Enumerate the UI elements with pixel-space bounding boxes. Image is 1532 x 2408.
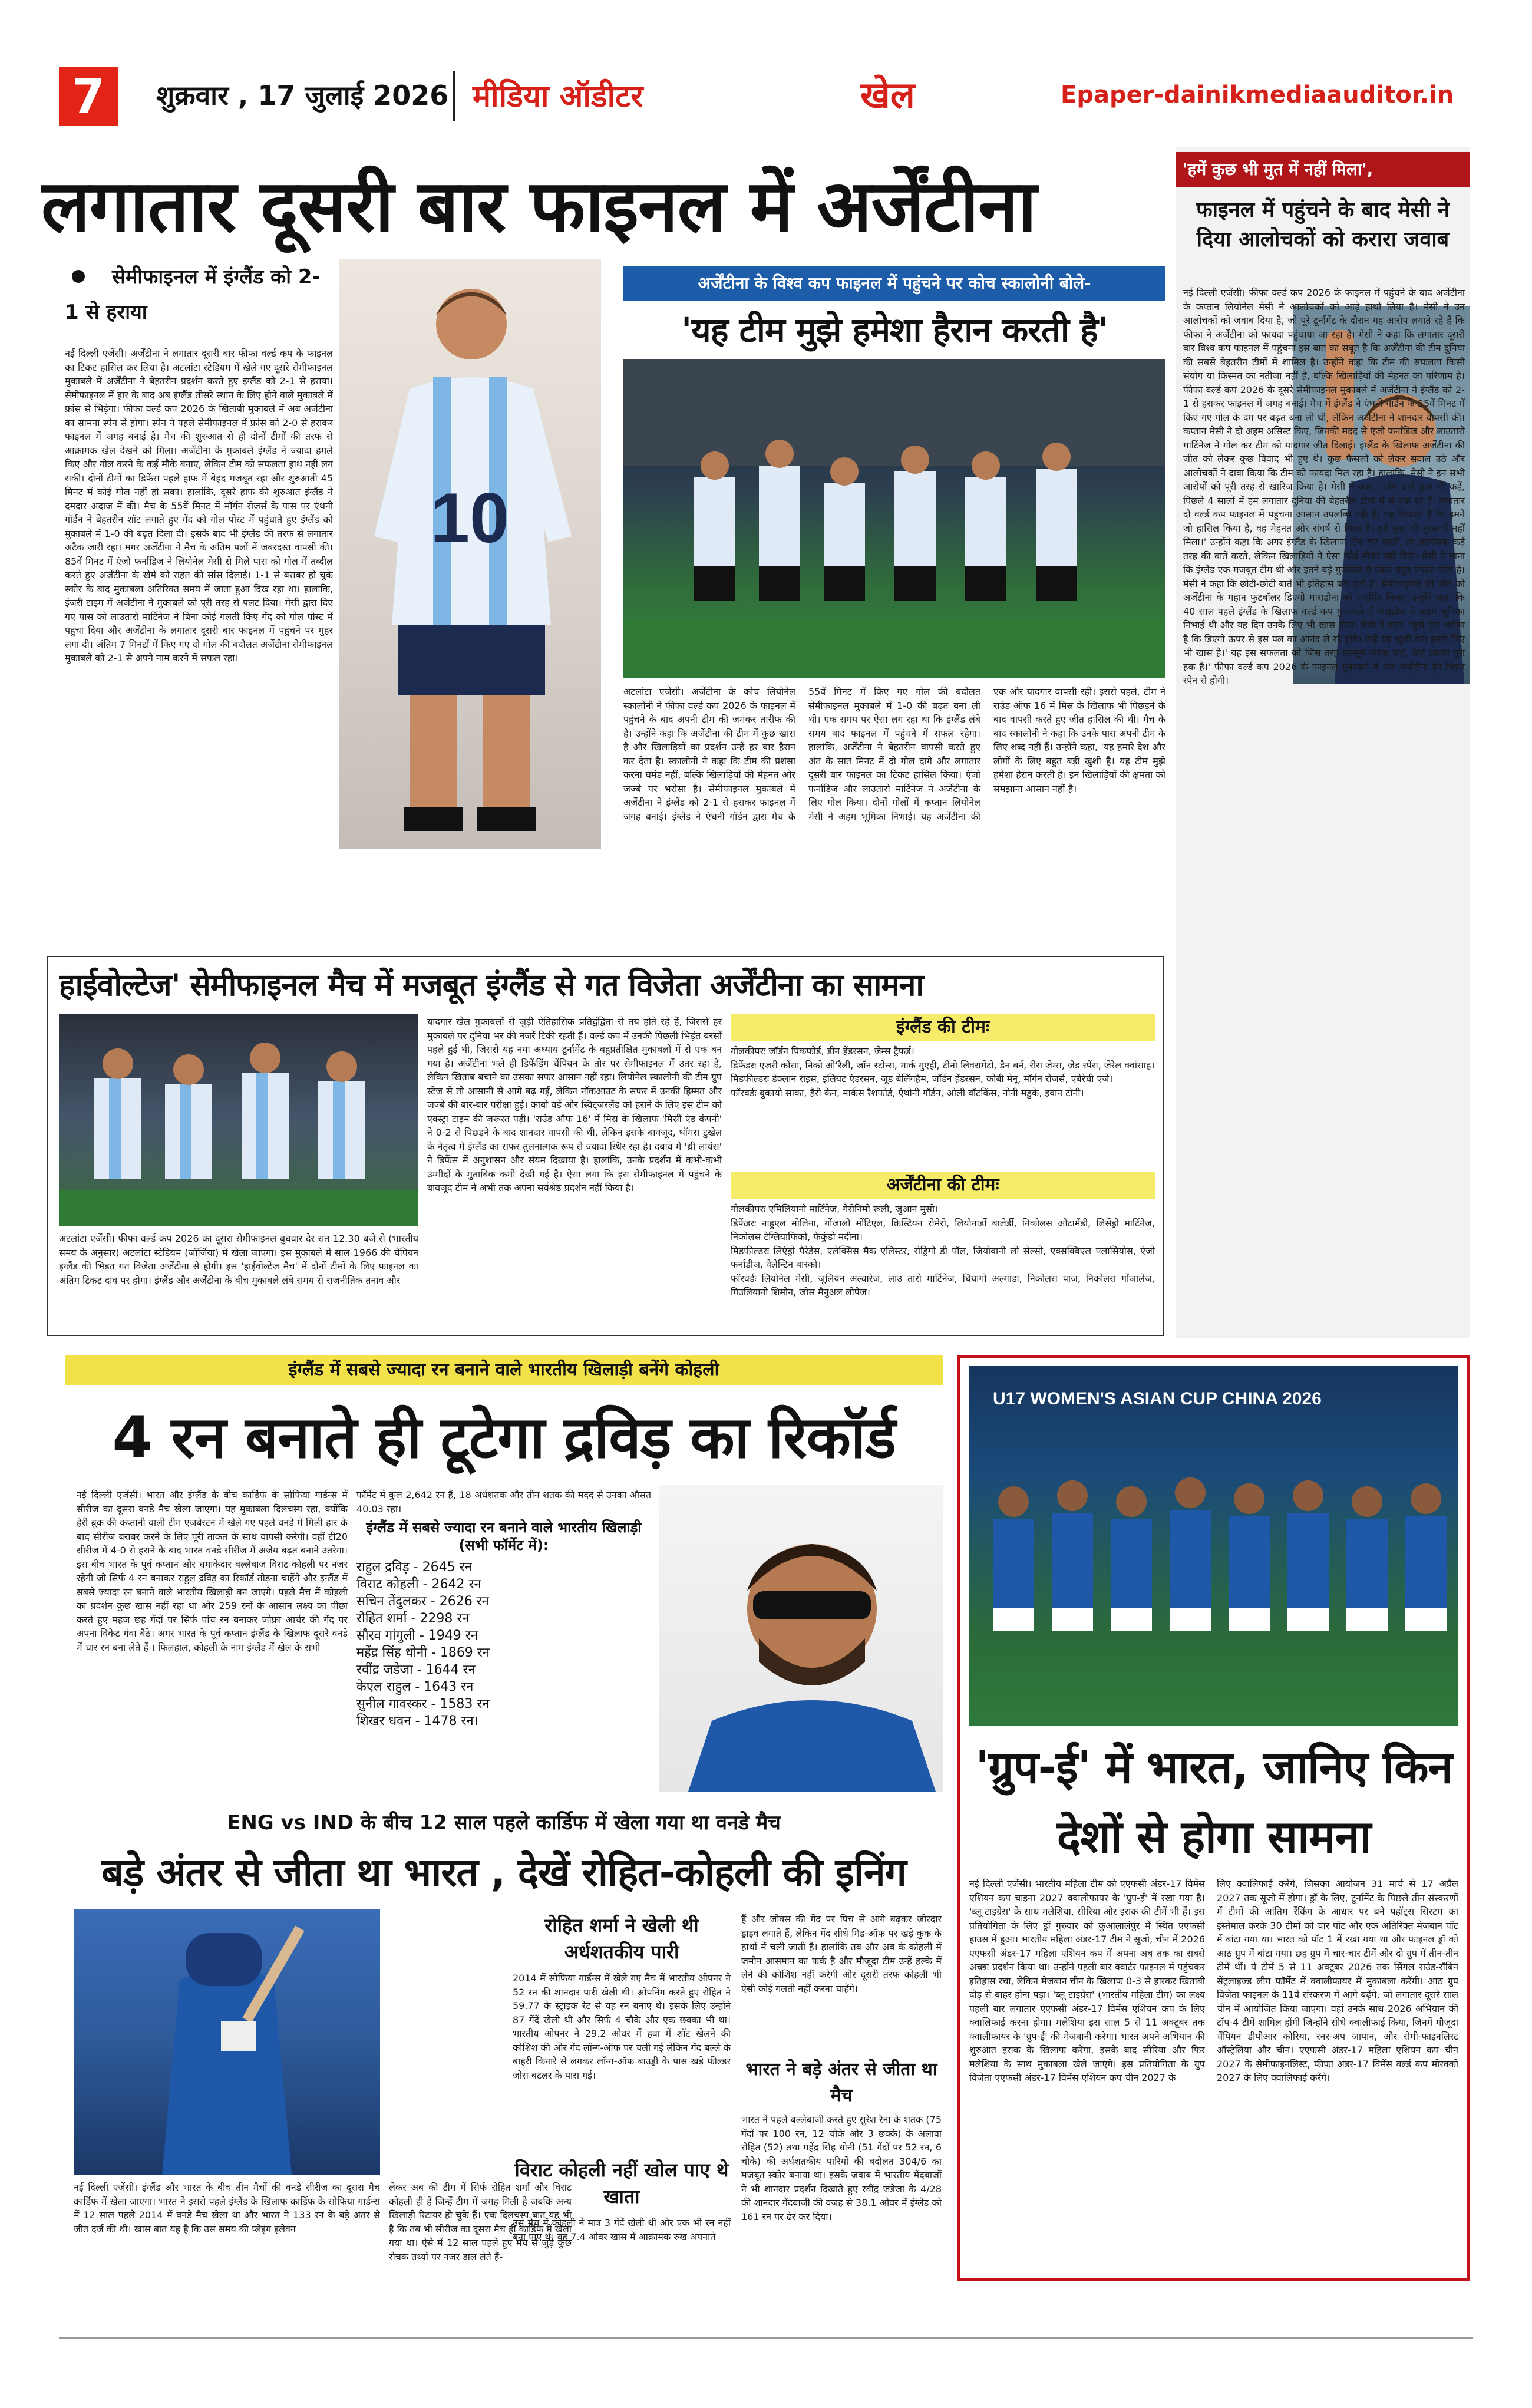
- list-item: फॉरवर्डः लियोनेल मेसी, जूलियन अल्वारेज, लाउ तारो मार्टिनेज, थियागो अल्माडा, निकोलस पाज, निकोलस गोंजालेज, गिउलियानो शिमोन, जोस मैनुअल लोपेज।: [731, 1272, 1155, 1298]
- womens-col2: लिए क्वालिफाई करेंगे, जिसका आयोजन 31 मार्च से 17 अप्रैल 2027 तक सूजो में होगा। ड्रॉ के लिए, टूर्नामेंट के पिछले तीन संस्करणों में टीमों की आंतिम रैंकिंग के आधार पर बने पहॉट्स सिस्टम का इस्तेमाल करके 30 टीमों को चार पॉट और एक अतिरिक्त मेजबान पॉट में बांटा गया था। भारत को पॉट 1 में रखा गया था और फाइनल ड्रॉ को आठ ग्रुप में बांटा गया। छह ग्रुप में चार-चार टीमें और दो ग्रुप में तीन-तीन टीमें थीं। ये टीमें 5 से 11 अक्टूबर 2026 तक सिंगल राउंड-रॉबिन सेंट्रलाइज्ड लीग फॉर्मेट में क्वालीफायर में मुकाबला करेंगी। आठ ग्रुप विजेता फाइनल के 11वें संस्करण में आगे बढ़ेंगे, जो लगातार दूसरे साल चीन में आयोजित किया जाएगा। वहां उनके साथ 2026 अभियान की टॉप-4 टीमें शामिल होंगी जिन्होंने सीधे क्वालीफाई किया, जिनमें मौजूदा चैंपियन डीपीआर कोरिया, रनर-अप जापान, और सेमी-फाइनलिस्ट ऑस्ट्रेलिया और चीन। एएफसी अंडर-17 महिला एशियन कप चीन 2027 के सेमीफाइनलिस्ट, फीफा अंडर-17 विमेंस वर्ल्ड कप मोरक्को 2027 के लिए क्वालिफाई करेंगे।: [1217, 1878, 1458, 2083]
- womens-photo: [969, 1366, 1458, 1726]
- list-item: मिडफील्डरः लिएंड्रो पैरेडेस, एलेक्सिस मैक एलिस्टर, रोड्रिगो डी पॉल, जियोवानी लो सेल्सो, एक्सक्विएल पलासियोस, एंजो फर्नांडीज, वैलेन्टिन बारको।: [731, 1245, 1155, 1270]
- coach-body: अटलांटा एजेंसी। अर्जेंटीना के कोच लियोनेल स्कालोनी ने फीफा वर्ल्ड कप 2026 के फाइनल में पहुंचने के बाद अपनी टीम की जमकर तारीफ की है। उन्होंने कहा कि अर्जेंटीना की टीम में कुछ खास है और खिलाड़ियों का प्रदर्शन उन्हें हर बार हैरान कर देता है। स्कालोनी ने कहा कि टीम की प्रशंसा करना घमंड नहीं, बल्कि खिलाड़ियों की मेहनत और जज्बे पर भरोसा है। सेमीफाइनल मुकाबले में अर्जेंटीना ने इंग्लैंड को 2-1 से हराकर फाइनल में जगह बनाई। इंग्लैंड ने एंथनी गॉर्डन द्वारा मैच के 55वें मिनट में किए गए गोल की बदौलत सेमीफाइनल मुकाबले में 1-0 की बढ़त बना ली थी। एक समय पर ऐसा लग रहा था कि इंग्लैंड लंबे समय बाद फाइनल में पहुंचने में सफल रहेगा। हालांकि, अर्जेंटीना ने बेहतरीन वापसी करते हुए अंत के सात मिनट में दो गोल दागे और लगातार दूसरी बार फाइनल का टिकट हासिल किया। एंजो फर्नांडिज और लाउतारो मार्टिनेज ने अर्जेंटीना के लिए गोल किया। दोनों गोलों में कप्तान लियोनेल मेसी ने अहम भूमिका निभाई। यह अर्जेंटीना की एक और यादगार वापसी रही। इससे पहले, टीम ने राउंड ऑफ 16 में मिस्र के खिलाफ भी पिछड़ने के बाद वापसी करते हुए जीत हासिल की थी। मैच के बाद स्कालोनी ने कहा कि उनके पास अपनी टीम के लिए शब्द नहीं हैं। उन्होंने कहा, 'यह हमारे देश और लोगों के लिए बहुत बड़ी खुशी है। यह टीम मुझे हमेशा हैरान करती है। इन खिलाड़ियों की क्षमता को समझाना आसान नहीं है।: [623, 686, 1165, 822]
- masthead: [59, 64, 1473, 132]
- players-illustration: [59, 1014, 418, 1226]
- coach-photo: [623, 359, 1165, 678]
- cardiff-col2: लेकर अब की टीम में सिर्फ रोहित शर्मा और विराट कोहली ही हैं जिन्हें टीम में जगह मिली है जबकि अन्य खिलाड़ी रिटायर हो चुके हैं। एक दिलचस्प बात यह भी है कि तब भी सीरीज का दूसरा मैच ही कार्डिफ में खेला गया था। ऐसे में 12 साल पहले हुए मैच से जुड़े कुछ रोचक तथ्यों पर नजर डाल लेते हैं-: [389, 2182, 572, 2262]
- list-item: डिफेंडरः एजरी कोंसा, निको ओ'रैली, जॉन स्टोन्स, मार्क गुएही, टीनो लिवरामेंटो, डैन बर्न, रीस जेम्स, जेड स्पेंस, जेरेल क्वांसाह।: [731, 1059, 1155, 1071]
- england-squad-box: [731, 1014, 1155, 1332]
- paper-name: मीडिया ऑडीटर: [473, 79, 643, 114]
- lead-headline: लगातार दूसरी बार फाइनल में अर्जेंटीना: [41, 164, 1036, 248]
- list-item: फॉरवर्डः बुकायो साका, हैरी केन, मार्कस रैशफोर्ड, एंथोनी गॉर्डन, ओली वॉटकिंस, नोनी मडुके, इवान टोनी।: [731, 1087, 1084, 1099]
- footer-rule: [59, 2337, 1473, 2339]
- svg-text:10: 10: [430, 479, 509, 558]
- list-item: मिडफील्डरः डेक्लान राइस, इलियट एंडरसन, जूड बेलिंगहैम, जॉर्डन हेंडरसन, कोबी मेनू, मॉर्गन रोजर्स, एबेरेची एजे।: [731, 1073, 1113, 1084]
- lead-subhead: [65, 259, 330, 336]
- argentina-list: [731, 1202, 1155, 1332]
- win-body: भारत ने पहले बल्लेबाजी करते हुए सुरेश रैना के शतक (75 गेंदों पर 100 रन, 12 चौके और 3 छक्के) के अलावा रोहित (52) तथा महेंद्र सिंह धोनी (51 गेंदों पर 52 रन, 6 चौके) की अर्धशतकीय पारियों की बदौलत 304/6 का मजबूत स्कोर बनाया था। इसके जवाब में भारतीय मेंदबाजों ने भी शानदार प्रदर्शन दिखाते हुए रवींद्र जडेजा के 4/28 की शानदार गेंदबाजी की वजह से 38.1 ओवर में इंग्लैंड को 161 रन पर ढेर कर दिया।: [741, 2114, 942, 2222]
- rohit-body: 2014 में सोफिया गार्डन्स में खेले गए मैच में भारतीय ओपनर ने 52 रन की शानदार पारी खेली थी। ओपनिंग करते हुए रोहित ने 59.77 के स्ट्राइक रेट से यह रन बनाए थे। इसके लिए उन्होंने 87 गेंदें खेली थी और सिर्फ 4 चौके और एक छक्का भी था। भारतीय ओपनर ने 29.2 ओवर में हवा में शॉट खेलने की कोशिश की और गेंद लॉन्ग-ऑफ पर चली गई लेकिन गेंद बल्ले के बाहरी किनारे से लगकर लॉन्ग-ऑफ बाउंड्री के पास खड़े फील्डर जोस बटलर के पास गई।: [513, 1972, 731, 2081]
- website-link[interactable]: Epaper-dainikmediaauditor.in: [1061, 81, 1454, 108]
- cardiff-caption: नई दिल्ली एजेंसी। इंग्लैंड और भारत के बीच तीन मैचों की वनडे सीरीज का दूसरा मैच कार्डिफ में खेला जाएगा। भारत ने इससे पहले इंग्लैंड के खिलाफ कार्डिफ के सोफिया गार्डन्स में 12 साल पहले 2014 में वनडे मैच खेला था और भारत ने 133 रन के बड़े अंतर से जीत दर्ज की थी। खास बात यह है कि उस समय की प्लेइंग इलेवन: [74, 2182, 380, 2235]
- womens-headline: 'ग्रुप-ई' में भारत, जानिए किन देशों से होगा सामना: [975, 1741, 1452, 1863]
- section-name: खेल: [860, 74, 915, 117]
- womens-col1: नई दिल्ली एजेंसी। भारतीय महिला टीम को एएफसी अंडर-17 विमेंस एशियन कप चाइना 2027 क्वालीफायर के 'ग्रुप-ई' में रखा गया है। 'ब्लू टाइग्रेस' के साथ मलेशिया, सीरिया और इराक की टीमें भी हैं। इस प्रतियोगिता के लिए ड्रॉ गुरुवार को कुआलालंपुर में स्थित एएफसी हाउस में हुआ। भारतीय महिला अंडर-17 टीम ने सूजो, चीन में 2026 एएफसी अंडर-17 महिला एशियन कप में अपना अब तक का सबसे अच्छा प्रदर्शन किया था। उन्होंने पहली बार क्वार्टर फाइनल में पहुंचकर इतिहास रचा, लेकिन मेजबान चीन के खिलाफ 0-3 से हारकर खिताबी दौड़ से बाहर होना पड़ा। 'ब्लू टाइग्रेस' (भारतीय महिला टीम) का लक्ष्य पहली बार लगातार एएफसी अंडर-17 विमेंस एशियन कप के लिए क्वालिफाई करना होगा। मलेशिया इस साल 5 से 11 अक्टूबर तक क्वालीफायर के 'ग्रुप-ई' की मेजबानी करेगा। भारत अपने अभियान की शुरुआत इराक के खिलाफ करेगा, इसके बाद सीरिया और फिर मलेशिया के साथ मुकाबला खेले जाएंगे। इस प्रतियोगिता के ग्रुप विजेता एएफसी अंडर-17 विमेंस एशियन कप चीन 2027 के: [969, 1878, 1205, 2083]
- celebration-illustration: [623, 359, 1165, 678]
- semifinal-col2: यादगार खेल मुकाबलों से जुड़ी ऐतिहासिक प्रतिद्वंद्विता से तय होते रहे हैं, जिससे हर मुकाबले पर दुनिया भर की नजरें टिकी रहती हैं। वर्ल्ड कप में उनकी पिछली भिड़ंत बरसों पहले हुई थी, जिससे यह नया अध्याय टूर्नामेंट के बहुप्रतीक्षित मुकाबलों में से एक बन गया है। अर्जेंटीना भले ही डिफेंडिंग चैंपियन के तौर पर सेमीफाइनल में उतर रहा है, लेकिन खिताब बचाने का उसका सफर आसान नहीं रहा। लियोनेल स्कालोनी की टीम ग्रुप स्टेज से तो आसानी से आगे बढ़ गई, लेकिन नॉकआउट के सफर में उनकी हिम्मत और जज्बे की बार-बार परीक्षा हुई। काबो वर्डे और स्विट्जरलैंड को हराने के लिए इस टीम को एक्स्ट्रा टाइम की जरूरत पड़ी। 'राउंड ऑफ 16' में मिस्र के खिलाफ 'मिस्री एंड कंपनी' ने 0-2 से पिछड़ने के बाद शानदार वापसी की थी, लेकिन इसके बावजूद, थॉमस टुखेल के नेतृत्व में इंग्लैंड का सफर तुलनात्मक रूप से ज्यादा स्थिर रहा है। दबाव में 'थ्री लायंस' ने डिफेंस में अनुशासन और संयम दिखाया है। हालांकि, उनके प्रदर्शन में कभी-कभी उम्मीदों के मुताबिक कमी देखी गई है। ऐसा लगा कि इस सेमीफाइनल में पहुंचने के बावजूद टीम ने अभी तक अपना सर्वश्रेष्ठ प्रदर्शन नहीं किया है।: [427, 1016, 722, 1193]
- kohli-match-head: विराट कोहली नहीं खोल पाए थे खाता: [514, 2159, 729, 2208]
- coach-headline: 'यह टीम मुझे हमेशा हैरान करती है': [681, 310, 1108, 350]
- kohli-photo: [659, 1485, 943, 1792]
- list-item: गोलकीपरः जॉर्डन पिकफोर्ड, डीन हेंडरसन, जेम्स ट्रैफर्ड।: [731, 1045, 914, 1057]
- cardiff-photo: [74, 1909, 380, 2175]
- cardiff-col4a: हैं और जोक्स की गेंद पर पिच से आगे बढ़कर जोरदार ड्राइव लगाते हैं, लेकिन गेंद सीधे मिड-ऑफ पर खड़े कुक के हाथों में चली जाती है। हालांकि तब और अब के कोहली में जमीन आसमान का फर्क है और मौजूदा टीम उन्हें हल्के में लेने की कोशिश नहीं करेगी और दूसरी तरफ कोहली भी ऐसी कोई गलती नहीं करना चाहेंगे।: [741, 1914, 942, 1994]
- kohli-headline: 4 रन बनाते ही टूटेगा द्रविड़ का रिकॉर्ड: [112, 1404, 896, 1472]
- list-item: विराट कोहली - 2642 रन: [356, 1577, 481, 1592]
- list-item: डिफेंडरः नाहुएल मोलिना, गोंजालो मोंटिएल, क्रिस्टियन रोमेरो, लियोनार्डो बालेर्डी, निकोलस ओटामेंडी, लिसेंड्रो मार्टिनेज, निकोलस टैग्लियाफिको, फैकुंडो मदीना।: [731, 1217, 1155, 1242]
- womens-banner: U17 WOMEN'S ASIAN CUP CHINA 2026: [993, 1389, 1322, 1408]
- win-head: भारत ने बड़े अंतर से जीता था मैच: [745, 2059, 937, 2106]
- rohit-batting-illustration: [74, 1909, 380, 2175]
- list-item: शिखर धवन - 1478 रन।: [356, 1714, 479, 1729]
- messi-body: नई दिल्ली एजेंसी। फीफा वर्ल्ड कप 2026 के फाइनल में पहुंचने के बाद अर्जेंटीना के कप्तान लियोनेल मेसी ने आलोचकों को आड़े हाथों लिया है। मेसी ने उन आलोचकों को जवाब दिया है, जो पूरे टूर्नामेंट के दौरान यह आरोप लगाते रहे हैं कि फीफा ने अर्जेंटीना को फायदा पहुंचाया जा रहा है। मेसी ने कहा कि लगातार दूसरी बार विश्व कप फाइनल में पहुंचना इस बात का सबूत है कि अर्जेंटीना की टीम दुनिया की सबसे बेहतरीन टीमों में शामिल है। उन्होंने कहा कि टीम की सफलता किसी संयोग या किस्मत का नतीजा नहीं है, बल्कि खिलाड़ियों की मेहनत का परिणाम है। फीफा वर्ल्ड कप 2026 के दूसरे सेमीफाइनल मुकाबले में अर्जेंटीना ने इंग्लैंड को 2-1 से हराकर फाइनल में जगह बनाई। मैच में इंग्लैंड ने एंथनी गॉर्डन के 55वें मिनट में किए गए गोल के दम पर बढ़त बना ली थी, लेकिन अर्जेंटीना ने शानदार वापसी की। कप्तान मेसी ने दो अहम असिस्ट किए, जिनकी मदद से एंजो फर्नांडिज और लाउतारो मार्टिनेज ने गोल कर टीम को यादगार जीत दिलाई। इंग्लैंड के खिलाफ अर्जेंटीना की जीत को लेकर कुछ विवाद भी हुए थे। कुछ फैसलों को लेकर सवाल उठे और आलोचकों ने दावा किया कि टीम को फायदा मिल रहा है। हालांकि, मेसी ने इन सभी आरोपों को पूरी तरह से खारिज किया है। मेसी ने कहा, 'लोग चाहे कुछ भी कहें, पिछले 4 सालों में हम लगातार दुनिया की बेहतरीन टीमों में से एक रहे हैं। लगातार दो वर्ल्ड कप फाइनल में पहुंचना आसान उपलब्धि नहीं है। यह दिखाता है कि हमने जो हासिल किया है, वह मेहनत और संघर्ष से मिला है। हमें कुछ भी मुफ्त में नहीं मिला।' उन्होंने कहा कि अगर इंग्लैंड के खिलाफ टीम हार जाती, तो आलोचक कई तरह की बातें करते, लेकिन खिलाड़ियों ने ऐसा कोई मौका नहीं दिया। मेसी ने माना कि इंग्लैंड एक मजबूत टीम थी और इतने बड़े मुकाबले में दबाव बहुत ज्यादा होता है। मेसी ने कहा कि छोटी-छोटी बातें भी इतिहास बना देती हैं। सेमीफाइनल की जीत को अर्जेंटीना के महान फुटबॉलर डिएगो माराडोना को समर्पित किया। उन्होंने कहा कि 40 साल पहले इंग्लैंड के खिलाफ वर्ल्ड कप मुकाबले में माराडोना ने अहम भूमिका निभाई थी और यह दिन उनके लिए भी खास होता। मेसी ने कहा, 'मुझे पूरा भरोसा है कि डिएगो ऊपर से इस पल का आनंद ले रहे होंगे। उन्हें यह खुशी देना हमारे लिए भी खास है।' यह इस सफलता को जिस तरह महसूस करना चाहें, उन्हें इसका पूरा हक है।' फीफा वर्ल्ड कप 2026 के फाइनल मुकाबले में अब अर्जेंटीना की भिड़ंत स्पेन से होगी।: [1183, 287, 1465, 686]
- rohit-head: रोहित शर्मा ने खेली थी अर्धशतकीय पारी: [544, 1914, 699, 1963]
- list-item: रोहित शर्मा - 2298 रन: [356, 1611, 470, 1626]
- kohli-illustration: [659, 1485, 943, 1792]
- masthead-date: शुक्रवार , 17 जुलाई 2026: [156, 80, 449, 111]
- kohli-stats: [356, 1488, 651, 1795]
- page-number: 7: [59, 67, 118, 126]
- list-item: गोलकीपरः एमिलियानो मार्टिनेज, गेरोनिमो रूली, जुआन मुसो।: [731, 1203, 939, 1215]
- list-item: रवींद्र जडेजा - 1644 रन: [356, 1662, 476, 1677]
- cardiff-kicker: ENG vs IND के बीच 12 साल पहले कार्डिफ में खेला गया था वनडे मैच: [227, 1811, 781, 1835]
- semifinal-headline: हाईवोल्टेज' सेमीफाइनल मैच में मजबूत इंग्लैंड से गत विजेता अर्जेंटीना का सामना: [59, 968, 923, 1003]
- cardiff-headline: बड़े अंतर से जीता था भारत , देखें रोहित-कोहली की इनिंग: [101, 1850, 906, 1895]
- england-title: इंग्लैंड की टीमः: [731, 1014, 1155, 1041]
- womens-team-illustration: [969, 1366, 1458, 1726]
- kohli-match-body: उस मैच में कोहली ने मात्र 3 गेंदें खेली थी और एक भी रन नहीं बना पाए थे। वह 7.4 ओवर खास में आक्रामक रुख अपनाते: [513, 2217, 731, 2242]
- argentina-title: अर्जेंटीना की टीमः: [731, 1172, 1155, 1199]
- list-item: राहुल द्रविड़ - 2645 रन: [356, 1560, 472, 1575]
- masthead-divider: [453, 71, 455, 121]
- messi-kicker: 'हमें कुछ भी मुत में नहीं मिला',: [1176, 152, 1470, 187]
- semifinal-col1: अटलांटा एजेंसी। फीफा वर्ल्ड कप 2026 का दूसरा सेमीफाइनल बुधवार देर रात 12.30 बजे से (भारतीय समय के अनुसार) अटलांटा स्टेडियम (जॉर्जिया) में खेला जाएगा। इस मुकाबले में साल 1966 की चैंपियन इंग्लैंड की भिड़ंत गत विजेता अर्जेंटीना से होगी। इस 'हाईवोल्टेज मैच' में दोनों टीमों के लिए फाइनल का अंतिम टिकट दांव पर होगा। इंग्लैंड और अर्जेंटीना के बीच मुकाबले लंबे समय से राजनीतिक तनाव और: [59, 1233, 418, 1286]
- messi-illustration: [339, 259, 601, 849]
- messi-photo: [339, 259, 601, 849]
- coach-kicker: अर्जेंटीना के विश्व कप फाइनल में पहुंचने पर कोच स्कालोनी बोले-: [623, 266, 1165, 301]
- kohli-list: [356, 1559, 651, 1795]
- lead-body: नई दिल्ली एजेंसी। अर्जेंटीना ने लगातार दूसरी बार फीफा वर्ल्ड कप के फाइनल का टिकट हासिल कर लिया है। अटलांटा स्टेडियम में खेले गए दूसरे सेमीफाइनल मुकाबले में अर्जेंटीना ने बेहतरीन प्रदर्शन करते हुए इंग्लैंड को 2-1 से हराया। सेमीफाइनल में हार के बाद अब इंग्लैंड तीसरे स्थान के लिए होने वाले मुकाबले में फ्रांस से भिड़ेगा। फीफा वर्ल्ड कप 2026 के खिताबी मुकाबले में अब अर्जेंटीना का सामना स्पेन से होगा। स्पेन ने पहले सेमीफाइनल में फ्रांस को 2-0 से हराकर फाइनल में जगह बनाई है। मैच की शुरुआत से ही दोनों टीमों की तरफ से आक्रामक खेल देखने को मिला। अर्जेंटीना के मुकाबले इंग्लैंड ने ज्यादा हमले किए और गोल करने के कई मौके बनाए, लेकिन टीम को सफलता हाथ नहीं लग सकी। दोनों टीमों का डिफेंस पहले हाफ में बेहद मजबूत रहा और शुरुआती 45 मिनट में कोई गोल नहीं हो सका। हालांकि, दूसरे हाफ की शुरुआत इंग्लैंड ने दमदार अंदाज में की। मैच के 55वें मिनट में मॉर्गन रोजर्स के पास पर एंथनी गॉर्डन ने बेहतरीन शॉट लगाते हुए गेंद को गोल पोस्ट में पहुंचाते हुए इंग्लैंड को मुकाबले में 1-0 की बढ़त दिला दी। इसके बाद भी इंग्लैंड की तरफ से लगातार अटैक जारी रहा। मगर अर्जेंटीना ने मैच के अंतिम पलों में जबरदस्त वापसी की। 85वें मिनट में एंजो फर्नांडिज ने लियोनेल मेसी से मिले पास को गोल में तब्दील करते हुए अर्जेंटीना के खेमे को राहत की सांस दिलाई। 1-1 से बराबर हो चुके स्कोर के बाद मुकाबला अतिरिक्त समय में जाता हुआ दिख रहा था। हालांकि, इंजरी टाइम में अर्जेंटीना ने मुकाबले को पूरी तरह से पलट दिया। मेसी द्वारा दिए गए पास को लाउतारो मार्टिनेज ने बिना कोई गलती किए गेंद को गोल पोस्ट में पहुंचा दिया और अर्जेंटीना के लगातार दूसरी बार फाइनल में पहुंचने पर मुहर लगा दी। अंतिम 7 मिनटों में किए गए दो गोल की बदौलत अर्जेंटीना सेमीफाइनल मुकाबले को 2-1 से अपने नाम करने में सफल रहा।: [65, 348, 333, 664]
- messi-headline: फाइनल में पहुंचने के बाद मेसी ने दिया आलोचकों को करारा जवाब: [1196, 198, 1450, 252]
- semifinal-photo: [59, 1014, 418, 1226]
- list-item: केएल राहुल - 1643 रन: [356, 1680, 474, 1694]
- kohli-list-title: इंग्लैंड में सबसे ज्यादा रन बनाने वाले भारतीय खिलाड़ी (सभी फॉर्मेट में):: [366, 1519, 642, 1553]
- kohli-col1: नई दिल्ली एजेंसी। भारत और इंग्लैंड के बीच कार्डिफ के सोफिया गार्डन्स में सीरीज का दूसरा वनडे मैच खेला जाएगा। यह मुकाबला दिलचस्प रहा, क्योंकि हैरी ब्रूक की कप्तानी वाली टीम एजबेस्टन में खेले गए पहले वनडे में मिली हार के बाद सीरीज बराबर करने के लिए पूरी ताकत के साथ वापसी करेगी। वहीं टी20 सीरीज में 4-0 से हराने के बाद भारत वनडे सीरीज में अजेय बढ़त बनाने उतरेगा। इस बीच भारत के पूर्व कप्तान और धमाकेदार बल्लेबाज विराट कोहली पर नजर रहेगी जो सिर्फ 4 रन बनाकर राहुल द्रविड़ का रिकॉर्ड तोड़ना चाहेंगे और इंग्लैंड में सबसे ज्यादा रन बनाने वाले भारतीय खिलाड़ी बन जाएंगे। पहले मैच में कोहली का प्रदर्शन कुछ खास नहीं रहा था और 259 रनों के आसान लक्ष्य का पीछा करते हुए महज छह गेंदों पर सिर्फ पांच रन बनाकर जोफ्रा आर्चर की गेंद पर अपना विकेट गंवा बैठे। अगर भारत के पूर्व कप्तान इंग्लैंड के खिलाफ दूसरे वनडे में चार रन बना लेते हैं । फिलहाल, कोहली के नाम इंग्लैंड में खेल के सभी: [77, 1489, 348, 1653]
- lead-body-continued: [339, 855, 601, 937]
- england-list: [731, 1044, 1155, 1168]
- list-item: सौरव गांगुली - 1949 रन: [356, 1628, 478, 1643]
- list-item: महेंद्र सिंह धोनी - 1869 रन: [356, 1645, 490, 1660]
- kohli-col2: फॉर्मेट में कुल 2,642 रन हैं, 18 अर्धशतक और तीन शतक की मदद से उनका औसत 40.03 रहा।: [356, 1489, 651, 1515]
- list-item: सुनील गावस्कर - 1583 रन: [356, 1697, 490, 1711]
- list-item: सचिन तेंदुलकर - 2626 रन: [356, 1594, 489, 1609]
- lead-subhead-text: सेमीफाइनल में इंग्लैंड को 2-1 से हराया: [65, 265, 321, 324]
- kohli-kicker: इंग्लैंड में सबसे ज्यादा रन बनाने वाले भारतीय खिलाड़ी बनेंगे कोहली: [65, 1355, 943, 1385]
